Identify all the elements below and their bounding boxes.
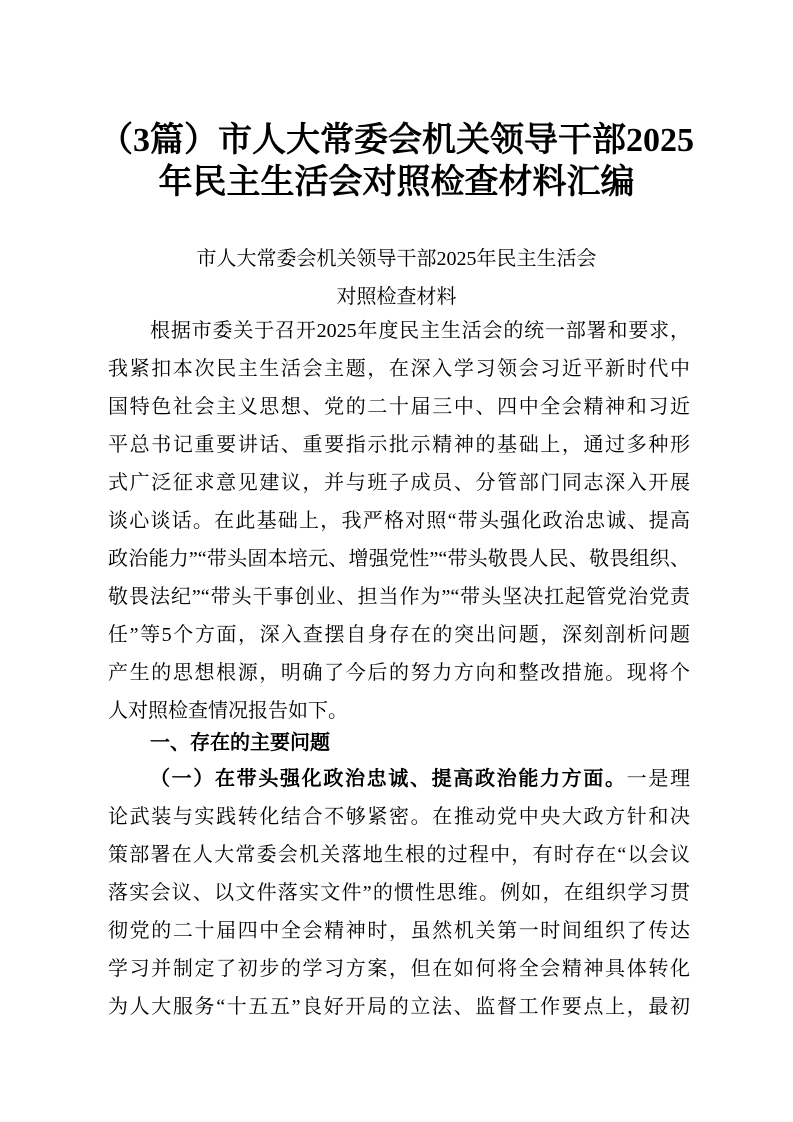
text-line: 论武装与实践转化结合不够紧密。在推动党中央大政方针和决 [108, 806, 690, 828]
text-line [150, 764, 690, 794]
text-line: 根据市委关于召开2025年度民主生活会的统一部署和要求， [150, 320, 690, 342]
text-line: 彻党的二十届四中全会精神时，虽然机关第一时间组织了传达 [108, 920, 690, 942]
text-line: 敬畏法纪”“带头干事创业、担当作为”“带头坚决扛起管党治党责 [108, 586, 690, 608]
text-line: 平总书记重要讲话、重要指示批示精神的基础上，通过多种形 [108, 434, 690, 456]
text-line: 国特色社会主义思想、党的二十届三中、四中全会精神和习近 [108, 396, 690, 418]
text-line: 任”等5个方面，深入查摆自身存在的突出问题，深刻剖析问题 [108, 624, 690, 646]
text-line: 谈心谈话。在此基础上，我严格对照“带头强化政治忠诚、提高 [108, 510, 690, 532]
text-line: 人对照检查情况报告如下。 [108, 700, 348, 722]
subtitle-line-1: 市人大常委会机关领导干部2025年民主生活会 [196, 248, 597, 270]
title-line-2: 年民主生活会对照检查材料汇编 [158, 164, 635, 201]
text-line: 落实会议、以文件落实文件”的惯性思维。例如，在组织学习贯 [108, 882, 690, 904]
title-line-1: （3篇）市人大常委会机关领导干部2025 [99, 122, 694, 159]
subtitle-line-2: 对照检查材料 [336, 286, 457, 308]
text-line: 产生的思想根源，明确了今后的努力方向和整改措施。现将个 [108, 662, 690, 684]
text-line: 学习并制定了初步的学习方案，但在如何将全会精神具体转化 [108, 958, 690, 980]
text-line: 式广泛征求意见建议，并与班子成员、分管部门同志深入开展 [108, 472, 690, 494]
text-line: 政治能力”“带头固本培元、增强党性”“带头敬畏人民、敬畏组织、 [108, 548, 690, 570]
section-heading: 一、存在的主要问题 [150, 732, 330, 754]
subsection-heading: （一）在带头强化政治忠诚、提高政治能力方面。 [150, 768, 627, 790]
text-line: 策部署在人大常委会机关落地生根的过程中，有时存在“以会议 [108, 844, 690, 866]
text-line: 我紧扣本次民主生活会主题，在深入学习领会习近平新时代中 [108, 358, 690, 380]
text-span: 一是理 [626, 768, 691, 790]
text-line: 为人大服务“十五五”良好开局的立法、监督工作要点上，最初 [108, 996, 690, 1018]
